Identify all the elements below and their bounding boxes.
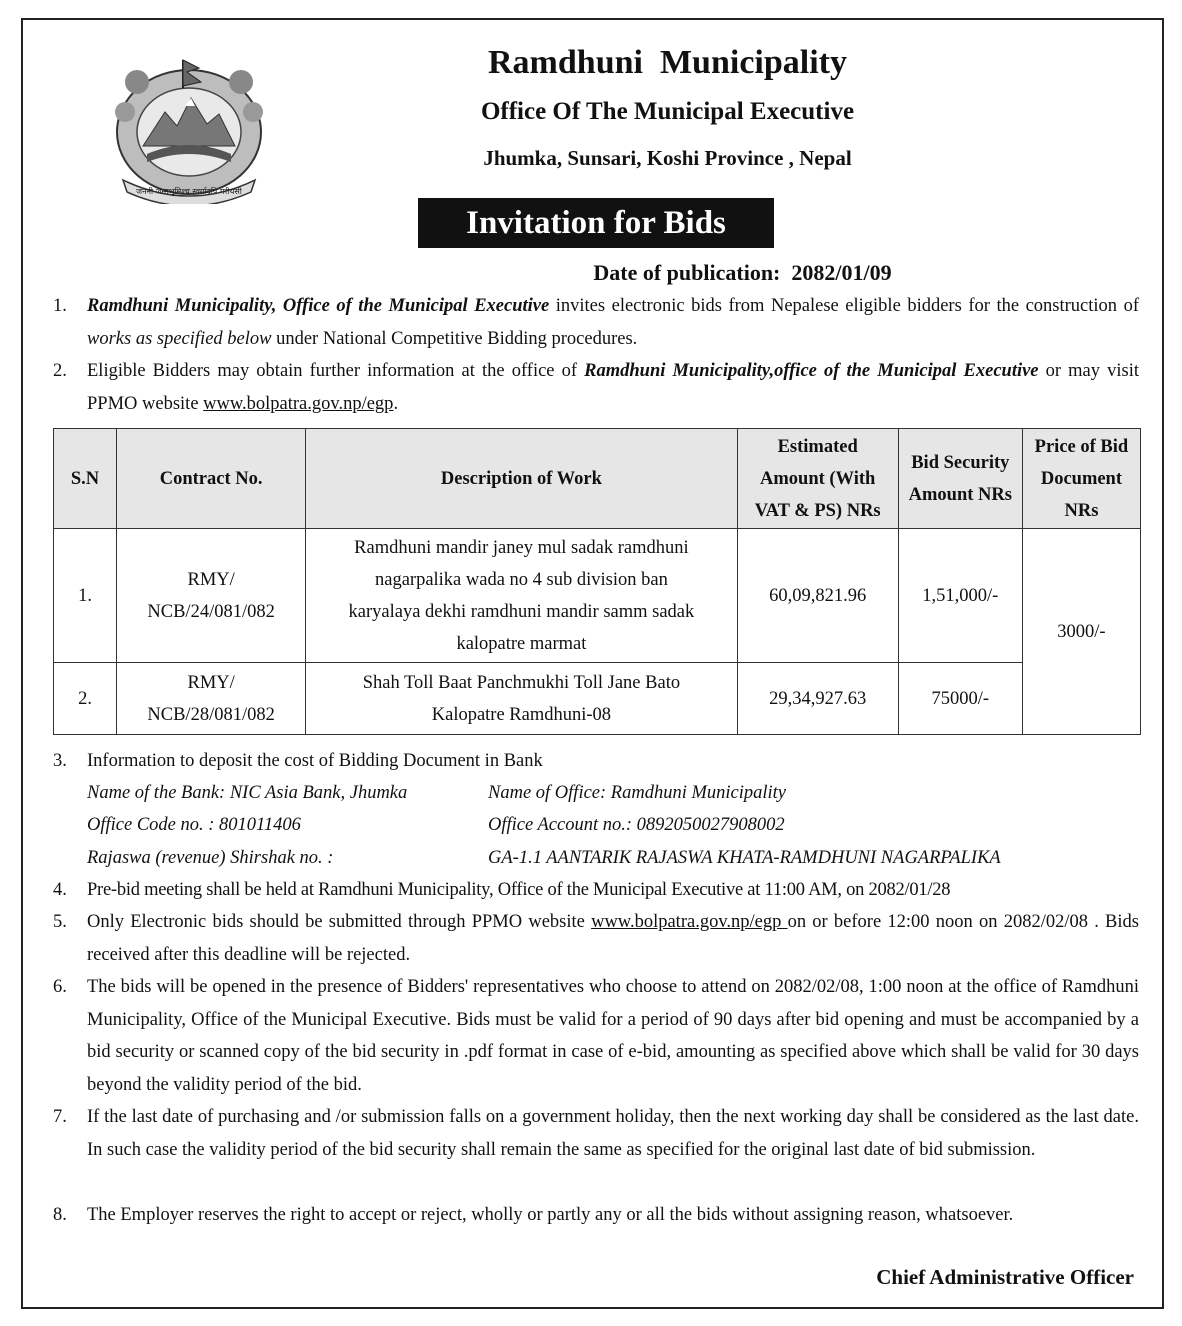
paragraph-4: [53, 874, 1139, 907]
p6-text: The bids will be opened in the presence of Bidders' representatives who choose to attend on 2082/02/08, 1:00 noon at the office of Ramdhuni Municipality, Office of the Municipal Executive. Bids must be valid for a period of 90 days after bid opening and must be accompanied by a bid security or scanned copy of the bid security in .pdf format in case of e-bid, amounting as specified above which shall be valid for 30 days beyond the validity period of the bid.: [87, 977, 1139, 1095]
cell-sn: 1.: [54, 529, 117, 663]
paragraph-6: [53, 971, 1139, 1101]
col-header-estimate: Estimated Amount (With VAT & PS) NRs: [737, 429, 898, 529]
date-label: Date of publication:: [593, 260, 781, 285]
office-name: Name of Office: Ramdhuni Municipality: [488, 783, 786, 803]
col-header-price: Price of Bid Document NRs: [1022, 429, 1140, 529]
cell-security: 75000/-: [898, 663, 1022, 735]
col-header-contract: Contract No.: [117, 429, 306, 529]
invitation-banner: Invitation for Bids: [418, 198, 774, 248]
paragraph-5: [53, 906, 1139, 971]
item-number: 1.: [53, 296, 67, 316]
emblem-motto: जननी जन्मभूमिश्च स्वर्गादपि गरीयसी: [136, 187, 242, 196]
bank-name: Name of the Bank: NIC Asia Bank, Jhumka: [87, 783, 408, 803]
cell-contract: RMY/ NCB/24/081/082: [117, 529, 306, 663]
item-number: 5.: [53, 912, 67, 932]
col-header-security: Bid Security Amount NRs: [898, 429, 1022, 529]
cell-estimate: 60,09,821.96: [737, 529, 898, 663]
table-row: [54, 663, 1141, 735]
paragraph-7: [53, 1101, 1139, 1166]
office-title: Office Of The Municipal Executive: [480, 98, 855, 125]
address-line: Jhumka, Sunsari, Koshi Province , Nepal: [483, 146, 852, 170]
cell-description: Ramdhuni mandir janey mul sadak ramdhuni nagarpalika wada no 4 sub division ban karyalaya dekhi ramdhuni mandir samm sadak kalopatre marmat: [306, 529, 737, 663]
notice-page: [21, 18, 1164, 1309]
cell-security: 1,51,000/-: [898, 529, 1022, 663]
table-header-row: [54, 429, 1141, 529]
employer-name: Ramdhuni Municipality, Office of the Municipal Executive: [87, 296, 550, 316]
p4-text: Pre-bid meeting shall be held at Ramdhuni Municipality, Office of the Municipal Executive at 11:00 AM, on 2082/01/28: [87, 880, 951, 900]
p2-start: Eligible Bidders may obtain further information at the office of: [87, 361, 585, 381]
paragraph-2: [53, 355, 1139, 420]
p3-text: Information to deposit the cost of Bidding Document in Bank: [87, 751, 543, 771]
cell-contract: RMY/ NCB/28/081/082: [117, 663, 306, 735]
item-number: 4.: [53, 880, 67, 900]
paragraph-3: [53, 745, 1139, 778]
p2-mid: or may visit PPMO website: [87, 361, 1139, 414]
p7-text: If the last date of purchasing and /or submission falls on a government holiday, then the next working day shall be considered as the last date. In such case the validity period of the bid security shall remain the same as specified for the original last date of bid submission.: [87, 1107, 1139, 1160]
p2-end: .: [393, 393, 399, 414]
p2-office: Ramdhuni Municipality,office of the Municipal Executive: [584, 361, 1039, 381]
item-number: 7.: [53, 1107, 67, 1127]
signature-title: Chief Administrative Officer: [876, 1265, 1134, 1289]
cell-price: 3000/-: [1022, 529, 1140, 735]
revenue-value: GA-1.1 AANTARIK RAJASWA KHATA-RAMDHUNI NAGARPALIKA: [488, 848, 1001, 868]
ppmo-link[interactable]: www.bolpatra.gov.np/egp: [591, 912, 788, 932]
cell-estimate: 29,34,927.63: [737, 663, 898, 735]
p1-end: under National Competitive Bidding procedures.: [271, 328, 638, 349]
p8-text: The Employer reserves the right to accept or reject, wholly or partly any or all the bids without assigning reason, whatsoever.: [87, 1205, 1014, 1225]
account-number: Office Account no.: 0892050027908002: [488, 815, 785, 835]
publication-date: [23, 260, 1162, 286]
paragraph-1: [53, 290, 1139, 355]
revenue-label: Rajaswa (revenue) Shirshak no. :: [87, 848, 334, 868]
p1-mid: invites electronic bids from Nepalese eligible bidders for the construction of: [549, 296, 1139, 316]
col-header-sn: S.N: [54, 429, 117, 529]
table-row: [54, 529, 1141, 663]
paragraph-8: [53, 1199, 1139, 1232]
ppmo-link[interactable]: www.bolpatra.gov.np/egp: [203, 393, 394, 414]
municipality-title: Ramdhuni Municipality: [488, 44, 847, 81]
p5-start: Only Electronic bids should be submitted through PPMO website: [87, 912, 592, 932]
item-number: 6.: [53, 977, 67, 997]
col-header-description: Description of Work: [306, 429, 737, 529]
item-number: 8.: [53, 1205, 67, 1225]
date-value: 2082/01/09: [791, 260, 892, 285]
cell-description: Shah Toll Baat Panchmukhi Toll Jane Bato Kalopatre Ramdhuni-08: [306, 663, 737, 735]
office-code: Office Code no. : 801011406: [87, 815, 301, 835]
p5-end: on or before 12:00 noon on 2082/02/08 . Bids received after this deadline will be rejected.: [87, 912, 1139, 965]
p1-works: works as specified below: [87, 328, 272, 349]
item-number: 3.: [53, 751, 67, 771]
item-number: 2.: [53, 361, 67, 381]
bids-table: [53, 428, 1141, 735]
cell-sn: 2.: [54, 663, 117, 735]
